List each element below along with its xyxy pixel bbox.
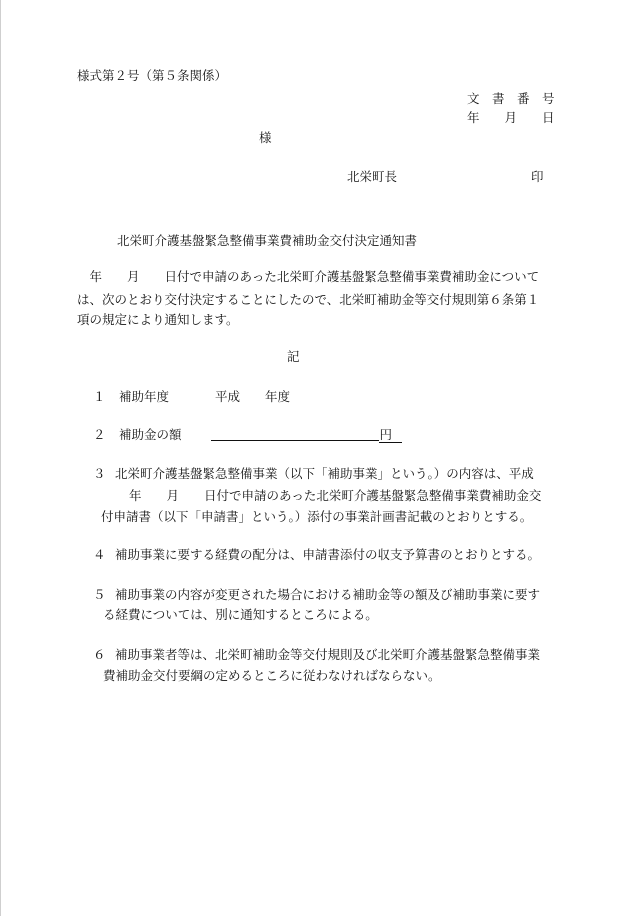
amount-blank-line — [211, 426, 379, 441]
yen-unit: 円 — [379, 427, 402, 443]
body-line-2: は、次のとおり交付決定することにしたので、北栄町補助金等交付規則第６条第１ — [77, 292, 540, 307]
item-number: ２ — [93, 427, 106, 442]
item-text: 補助事業に要する経費の配分は、申請書添付の収支予算書のとおりとする。 — [115, 547, 541, 562]
seal-mark: 印 — [531, 169, 544, 184]
item-text: 北栄町介護基盤緊急整備事業（以下「補助事業」という。）の内容は、平成 — [115, 466, 534, 481]
body-line-1: 年 月 日付で申請のあった北栄町介護基盤緊急整備事業費補助金について — [77, 269, 540, 284]
issuer-name: 北栄町長 — [347, 169, 398, 184]
ki-heading: 記 — [287, 349, 300, 364]
item-6-line-2: 費補助金交付要綱の定めるところに従わなければならない。 — [103, 668, 441, 683]
item-number: ３ — [93, 466, 106, 481]
item-3-line-3: 付申請書（以下「申請書」という。）添付の事業計画書記載のとおりとする。 — [101, 509, 533, 524]
item-value: 平成 年度 — [214, 389, 290, 404]
date-label: 年 月 日 — [467, 110, 555, 125]
item-label: 補助金の額 — [118, 427, 182, 442]
item-2 — [93, 425, 402, 445]
document-number-label: 文 書 番 号 — [467, 91, 555, 106]
item-text: 補助事業の内容が変更された場合における補助金等の額及び補助事業に要す — [115, 587, 541, 602]
item-5-line-1 — [93, 585, 540, 605]
item-label: 補助年度 — [118, 389, 169, 404]
form-number: 様式第２号（第５条関係） — [77, 68, 228, 83]
item-number: ６ — [93, 647, 106, 662]
recipient-suffix: 様 — [259, 130, 272, 145]
item-number: ４ — [93, 547, 106, 562]
item-5-line-2: る経費については、別に通知するところによる。 — [103, 607, 378, 622]
item-3-line-1 — [93, 464, 534, 484]
item-6-line-1 — [93, 645, 540, 665]
body-line-3: 項の規定により通知します。 — [77, 312, 239, 327]
item-number: １ — [93, 389, 106, 404]
item-text: 補助事業者等は、北栄町補助金等交付規則及び北栄町介護基盤緊急整備事業 — [115, 647, 541, 662]
document-title: 北栄町介護基盤緊急整備事業費補助金交付決定通知書 — [117, 233, 418, 248]
item-number: ５ — [93, 587, 106, 602]
item-3-line-2: 年 月 日付で申請のあった北栄町介護基盤緊急整備事業費補助金交 — [129, 488, 542, 503]
item-4-line-1 — [93, 545, 540, 565]
item-1 — [93, 387, 290, 407]
